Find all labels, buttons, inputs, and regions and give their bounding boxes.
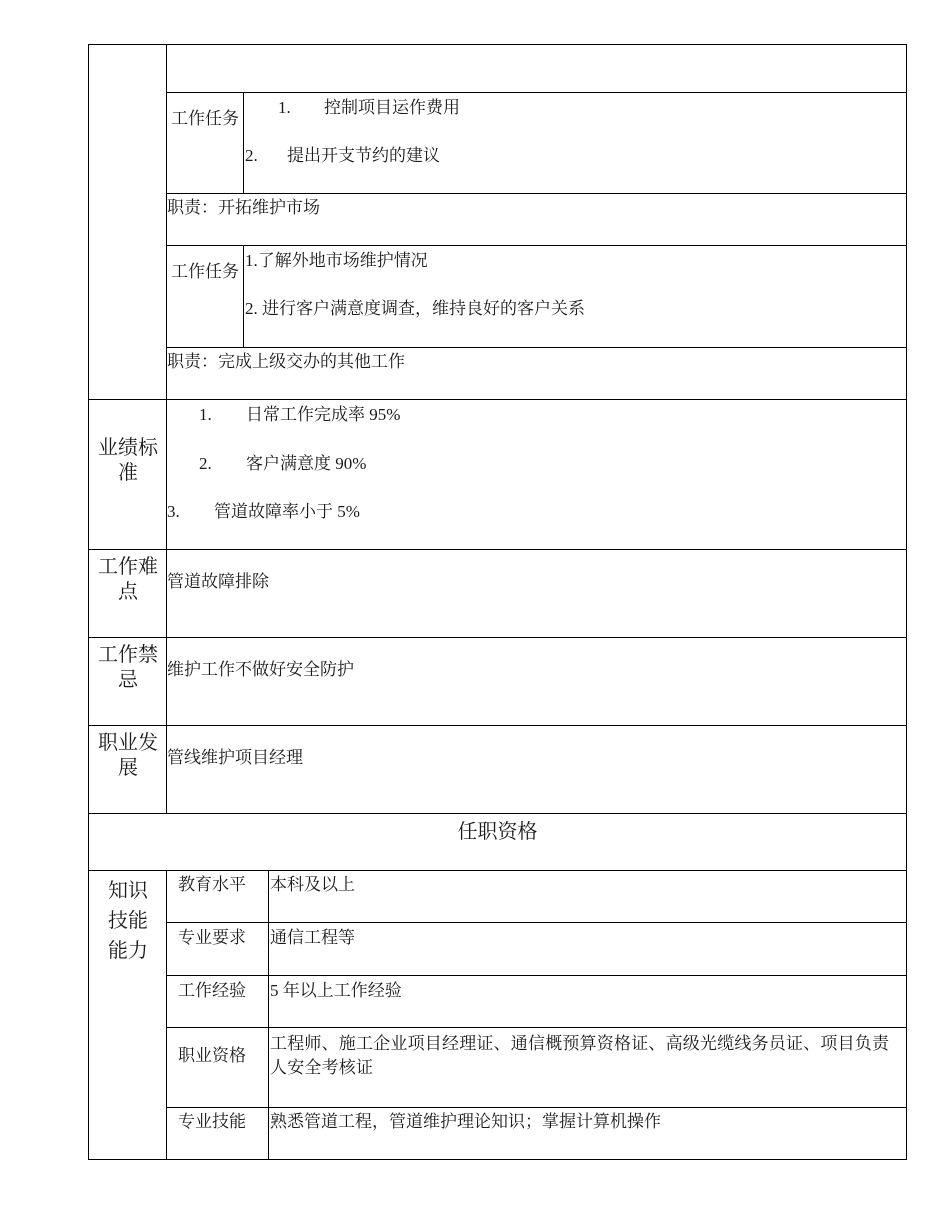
label-column-divider-upper [166,44,167,814]
item-text: 进行客户满意度调查，维持良好的客户关系 [262,299,585,318]
item-number: 1. [245,251,258,270]
table-border-bottom [88,1159,907,1160]
difficulty-label: 工作难点 [98,556,158,603]
task1-label: 工作任务 [171,109,239,128]
row-line [88,725,907,726]
item-text: 日常工作完成率 95% [246,405,401,424]
row-line [166,245,907,246]
qualification-title: 任职资格 [457,821,538,843]
item-text: 客户满意度 90% [246,454,367,473]
row-line [166,975,907,976]
item-text: 控制项目运作费用 [324,98,460,117]
task1-item-2 [245,145,440,167]
career-label: 职业发展 [98,732,158,779]
duty-expand-market: 职责：开拓维护市场 [167,198,320,217]
difficulty-text: 管道故障排除 [167,572,269,591]
task2-item-1 [245,250,428,272]
task-divider [243,92,244,193]
item-text: 了解外地市场维护情况 [257,251,428,270]
row-line [166,347,907,348]
table-border-right [906,44,907,1160]
row-line [88,870,907,871]
row-line [88,637,907,638]
performance-label: 业绩标准 [98,437,158,484]
qualification-key-education: 教育水平 [178,875,246,894]
task2-item-2 [245,298,585,320]
item-number: 1. [199,405,212,424]
item-number: 2. [245,146,258,165]
qualification-value-certification: 工程师、施工企业项目经理证、通信概预算资格证、高级光缆线务员证、项目负责人安全考核证 [270,1034,890,1077]
item-number: 1. [278,98,291,117]
taboo-label: 工作禁忌 [98,644,158,691]
qualification-value-experience: 5 年以上工作经验 [270,981,402,1000]
qualification-key-major: 专业要求 [178,928,246,947]
performance-item-2 [199,453,366,475]
qualification-label: 知识技能能力 [108,880,148,962]
row-line [88,399,907,400]
qualification-value-major: 通信工程等 [270,928,355,947]
row-line [166,1107,907,1108]
qualification-key-certification: 职业资格 [178,1046,246,1065]
performance-item-1 [199,404,400,426]
qualification-key-divider [268,870,269,1160]
qualification-value-skills: 熟悉管道工程，管道维护理论知识；掌握计算机操作 [270,1112,661,1131]
item-number: 2. [199,454,212,473]
row-line [166,1027,907,1028]
item-number: 2. [245,299,258,318]
duty-other-tasks: 职责：完成上级交办的其他工作 [167,352,405,371]
qualification-key-skills: 专业技能 [178,1112,246,1131]
row-line [88,549,907,550]
task-divider [243,245,244,347]
taboo-text: 维护工作不做好安全防护 [167,660,354,679]
row-line [166,193,907,194]
task2-label: 工作任务 [171,262,239,281]
row-line [88,813,907,814]
career-text: 管线维护项目经理 [167,748,303,767]
item-text: 提出开支节约的建议 [287,146,440,165]
performance-item-3 [167,501,360,523]
row-line [166,922,907,923]
table-border-top [88,44,907,45]
qualification-key-experience: 工作经验 [178,981,246,1000]
row-line [166,92,907,93]
task1-item-1 [278,97,460,119]
qualification-value-education: 本科及以上 [270,875,355,894]
item-text: 管道故障率小于 5% [214,502,360,521]
item-number: 3. [167,502,180,521]
